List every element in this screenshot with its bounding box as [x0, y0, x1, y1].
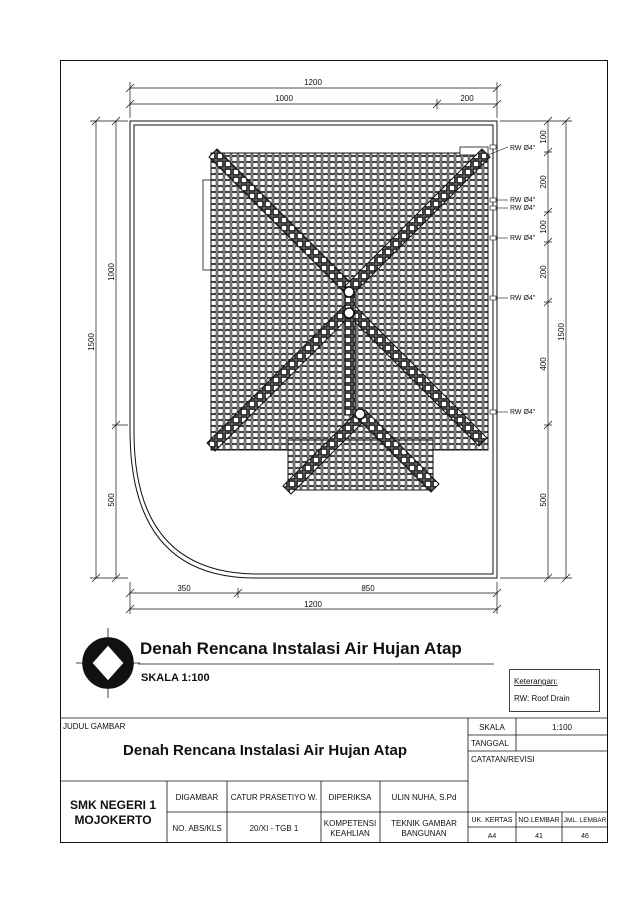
ridge-node-2: [344, 308, 354, 318]
ukkertas-label: UK. KERTAS: [471, 817, 513, 824]
dim-left-total: 1500: [87, 333, 96, 351]
dim-bottom-b: 850: [361, 584, 375, 593]
drain-label-6: RW Ø4": [510, 409, 536, 416]
drain-label-1: RW Ø4": [510, 145, 536, 152]
dim-left-a: 1000: [107, 263, 116, 281]
dim-right-seg5: 400: [539, 357, 548, 371]
drain-label-5: RW Ø4": [510, 295, 536, 302]
dim-right-seg2: 200: [539, 175, 548, 189]
diperiksa-label: DIPERIKSA: [328, 793, 372, 802]
ridge-node-3: [355, 409, 365, 419]
kompetensi-value-2: BANGUNAN: [401, 829, 447, 838]
nolembar-value: 41: [535, 833, 543, 840]
drain-label-2: RW Ø4": [510, 197, 536, 204]
legend-box: [510, 670, 600, 712]
jmllembar-value: 46: [581, 833, 589, 840]
dim-right-seg3: 100: [539, 220, 548, 234]
drawing-title: Denah Rencana Instalasi Air Hujan Atap: [140, 639, 462, 658]
school-name-line1: SMK NEGERI 1: [69, 798, 157, 812]
ridge-node-1: [344, 287, 354, 297]
dim-right-seg4: 200: [539, 265, 548, 279]
roof-drains: [488, 145, 536, 416]
dim-left-b: 500: [107, 493, 116, 507]
noabs-label: NO. ABS/KLS: [172, 824, 222, 833]
legend-title: Keterangan:: [514, 677, 558, 686]
dim-top-b: 200: [460, 94, 474, 103]
dimension-right: [500, 117, 572, 582]
noabs-value: 20/XI - TGB 1: [249, 824, 299, 833]
drain-label-4: RW Ø4": [510, 235, 536, 242]
judul-label: JUDUL GAMBAR: [63, 722, 126, 731]
kompetensi-value-1: TEKNIK GAMBAR: [391, 819, 457, 828]
drain-label-3: RW Ø4": [510, 205, 536, 212]
skala-value: 1:100: [551, 723, 573, 732]
dim-bottom-total: 1200: [304, 600, 322, 609]
jmllembar-label: JML. LEMBAR: [563, 817, 607, 824]
side-wall: [203, 180, 211, 270]
judul-value: Denah Rencana Instalasi Air Hujan Atap: [123, 742, 407, 759]
dim-top-a: 1000: [275, 94, 293, 103]
nolembar-label: NO.LEMBAR: [518, 817, 560, 824]
catatan-label: CATATAN/REVISI: [471, 755, 535, 764]
dim-top-total: 1200: [304, 78, 322, 87]
dim-right-seg1: 100: [539, 130, 548, 144]
kompetensi-label-1: KOMPETENSI: [323, 819, 377, 828]
scale-label: SKALA 1:100: [141, 672, 210, 684]
dimension-top: [126, 82, 501, 118]
legend-item: RW: Roof Drain: [514, 694, 570, 703]
dim-right-seg6: 500: [539, 493, 548, 507]
ukkertas-value: A4: [487, 833, 497, 840]
kompetensi-label-2: KEAHLIAN: [330, 829, 370, 838]
digambar-label: DIGAMBAR: [175, 793, 219, 802]
digambar-value: CATUR PRASETIYO W.: [230, 793, 318, 802]
dim-bottom-a: 350: [177, 584, 191, 593]
diperiksa-value: ULIN NUHA, S.Pd: [391, 793, 457, 802]
north-symbol: [76, 628, 140, 698]
tanggal-label: TANGGAL: [471, 739, 509, 748]
dim-right-total: 1500: [557, 323, 566, 341]
floor-plan: [87, 78, 572, 614]
school-name-line2: MOJOKERTO: [74, 813, 152, 827]
skala-label: SKALA: [479, 723, 505, 732]
